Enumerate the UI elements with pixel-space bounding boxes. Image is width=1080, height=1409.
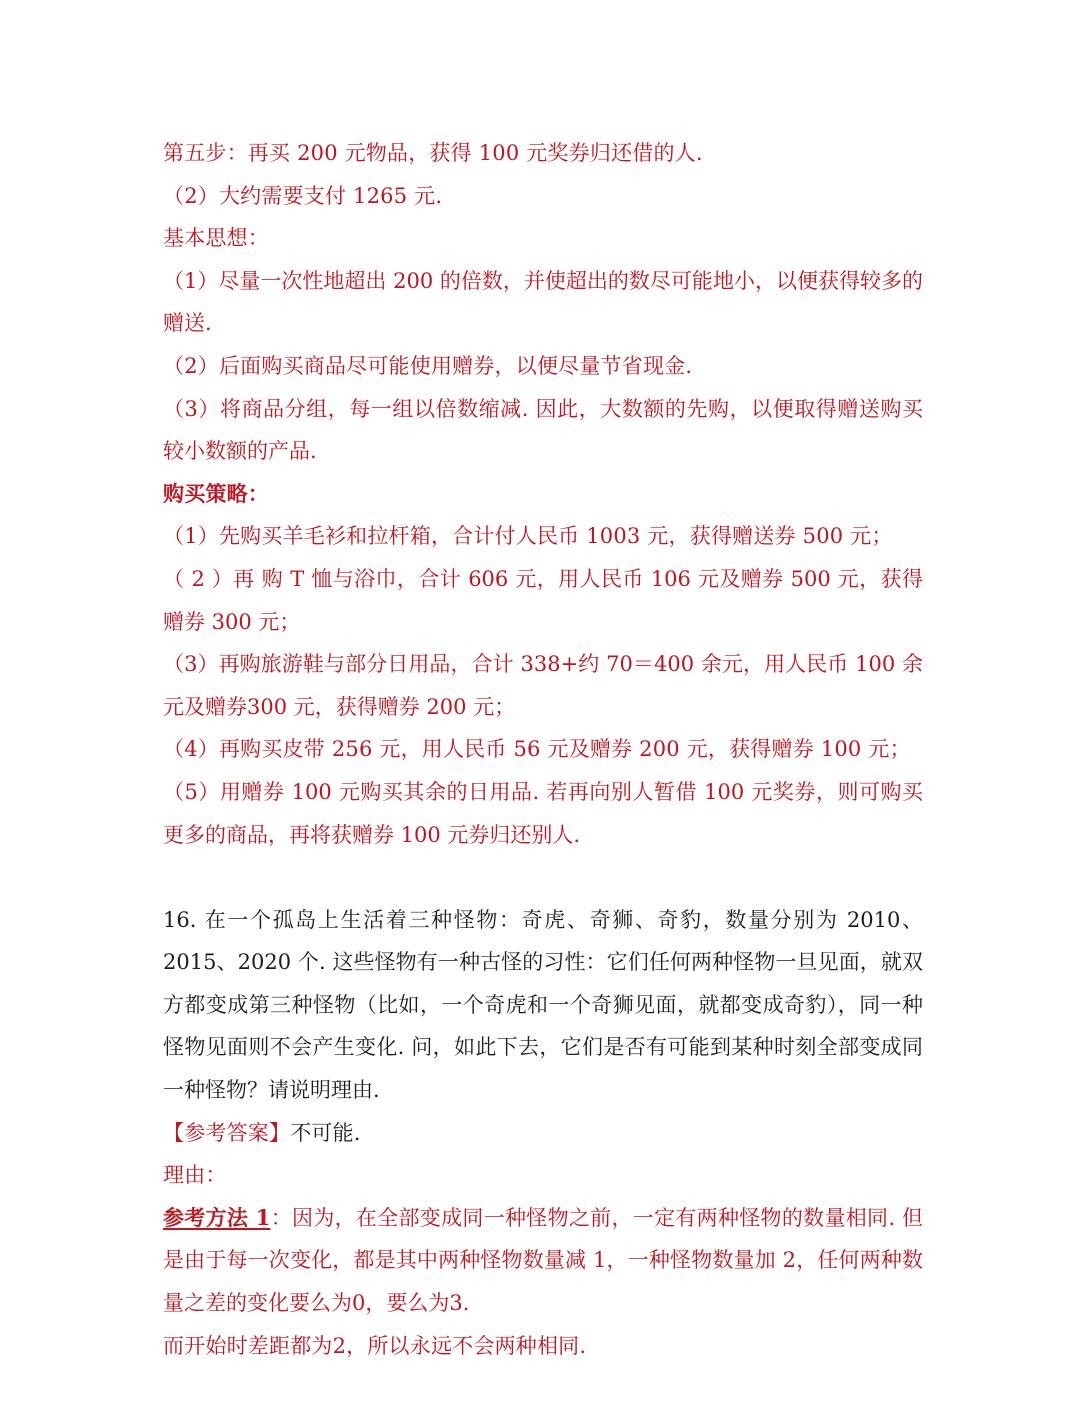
idea-item-1: （1）尽量一次性地超出 200 的倍数，并使超出的数尽可能地小，以便获得较多的赠送. bbox=[163, 268, 923, 336]
step-five-line: 第五步：再买 200 元物品，获得 100 元奖券归还借的人. bbox=[163, 141, 703, 165]
final-line: 而开始时差距都为2，所以永远不会两种相同. bbox=[163, 1333, 587, 1358]
reason-label: 理由： bbox=[163, 1163, 227, 1188]
payment-line: （2）大约需要支付 1265 元. bbox=[163, 183, 443, 208]
method-text: ：因为，在全部变成同一种怪物之前，一定有两种怪物的数量相同. 但是由于每一次变化，都是其中两种怪物数量减 1，一种怪物数量加 2，任何两种数量之差的变化要么为0，要么为3. bbox=[163, 1205, 923, 1316]
idea-item-3: （3）将商品分组，每一组以倍数缩减. 因此，大数额的先购，以便取得赠送购买较小数额的产品. bbox=[163, 396, 923, 464]
question-16: 16. 在一个孤岛上生活着三种怪物：奇虎、奇狮、奇豹，数量分别为 2010、2015、2020 个. 这些怪物有一种古怪的习性：它们任何两种怪物一旦见面，就双方都变成第三种怪物（比如，一个奇虎和一个奇狮见面，就都变成奇豹），同一种怪物见面则不会产生变化. 问，如此下去，它们是否有可能到某种时刻全部变成同一种怪物？请说明理由. bbox=[163, 907, 923, 1103]
basic-idea-heading: 基本思想： bbox=[163, 226, 269, 251]
document-page bbox=[163, 132, 923, 1367]
strategy-item-4: （4）再购买皮带 256 元，用人民币 56 元及赠券 200 元，获得赠券 100 元； bbox=[163, 737, 911, 762]
section-gap bbox=[163, 856, 923, 899]
answer-line bbox=[163, 1112, 923, 1155]
answer-text: 不可能. bbox=[290, 1120, 361, 1145]
strategy-item-5: （5）用赠券 100 元购买其余的日用品. 若再向别人暂借 100 元奖券，则可购买更多的商品，再将获赠券 100 元券归还别人. bbox=[163, 779, 923, 847]
strategy-item-2: （ 2 ）再 购 T 恤与浴巾，合计 606 元，用人民币 106 元及赠券 500 元，获得赠券 300 元； bbox=[163, 566, 923, 634]
answer-label: 【参考答案】 bbox=[163, 1120, 291, 1145]
method-paragraph bbox=[163, 1197, 923, 1325]
strategy-item-1: （1）先购买羊毛衫和拉杆箱，合计付人民币 1003 元，获得赠送券 500 元； bbox=[163, 524, 893, 549]
strategy-heading: 购买策略： bbox=[163, 480, 269, 506]
idea-item-2: （2）后面购买商品尽可能使用赠券，以便尽量节省现金. bbox=[163, 353, 693, 378]
strategy-item-3: （3）再购旅游鞋与部分日用品，合计 338+约 70＝400 余元，用人民币 100 余元及赠券300 元，获得赠券 200 元； bbox=[163, 652, 923, 719]
method-label: 参考方法 1 bbox=[163, 1204, 271, 1230]
